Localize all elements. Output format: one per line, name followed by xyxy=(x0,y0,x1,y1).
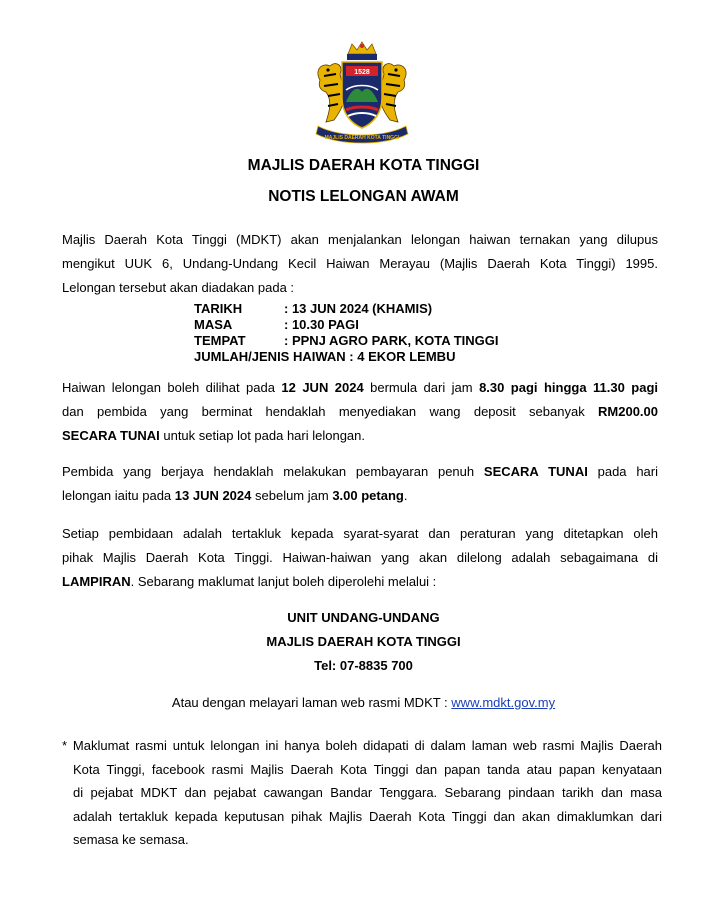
footnote-line-1: * Maklumat rasmi untuk lelongan ini hanya boleh didapati di dalam laman web rasmi Majlis Daerah xyxy=(62,738,662,753)
website-link[interactable]: www.mdkt.gov.my xyxy=(451,695,556,710)
place-value: : PPNJ AGRO PARK, KOTA TINGGI xyxy=(284,333,499,348)
contact-org: MAJLIS DAERAH KOTA TINGGI xyxy=(266,634,461,649)
website-line xyxy=(0,692,727,714)
payment-line-2: lelongan iaitu pada 13 JUN 2024 sebelum jam 3.00 petang. xyxy=(62,488,408,503)
time-label: MASA xyxy=(194,317,233,332)
terms-line-2: pihak Majlis Daerah Kota Tinggi. Haiwan-haiwan yang akan dilelong adalah sebagaimana di xyxy=(62,550,658,565)
intro-line-2: mengikut UUK 6, Undang-Undang Kecil Haiwan Merayau (Majlis Daerah Kota Tinggi) 1995. xyxy=(62,256,658,271)
viewing-line-1: Haiwan lelongan boleh dilihat pada 12 JUN 2024 bermula dari jam 8.30 pagi hingga 11.30 pagi xyxy=(62,380,658,395)
footnote-line-4: adalah tertakluk kepada keputusan pihak Majlis Daerah Kota Tinggi dan akan dimaklumkan dari xyxy=(73,808,662,824)
viewing-line-2: dan pembida yang berminat hendaklah menyediakan wang deposit sebanyak RM200.00 xyxy=(62,404,658,419)
time-value: : 10.30 PAGI xyxy=(284,317,359,332)
date-label: TARIKH xyxy=(194,301,243,316)
organization-title: MAJLIS DAERAH KOTA TINGGI xyxy=(247,157,480,174)
intro-line-1: Majlis Daerah Kota Tinggi (MDKT) akan menjalankan lelongan haiwan ternakan yang dilupus xyxy=(62,232,658,247)
crest-year: 1528 xyxy=(354,69,370,76)
crest-ring-text: MAJLIS DAERAH KOTA TINGGI xyxy=(324,135,400,141)
viewing-paragraph xyxy=(62,376,658,448)
payment-line-1: Pembida yang berjaya hendaklah melakukan pembayaran penuh SECARA TUNAI pada hari xyxy=(62,464,658,479)
notice-title: NOTIS LELONGAN AWAM xyxy=(268,188,459,205)
right-tiger-icon xyxy=(380,64,406,122)
footnote-line-2: Kota Tinggi, facebook rasmi Majlis Daerah Kota Tinggi dan papan tanda atau papan kenyataan xyxy=(73,761,662,777)
intro-line-3: Lelongan tersebut akan diadakan pada : xyxy=(62,280,295,295)
contact-block xyxy=(0,606,727,678)
footnote xyxy=(62,734,662,852)
terms-line-3: LAMPIRAN. Sebarang maklumat lanjut boleh diperolehi melalui : xyxy=(62,574,437,589)
date-value: : 13 JUN 2024 (KHAMIS) xyxy=(284,301,433,316)
viewing-line-3: SECARA TUNAI untuk setiap lot pada hari lelongan. xyxy=(62,428,366,443)
crown-icon xyxy=(347,42,377,60)
intro-paragraph xyxy=(62,228,658,300)
terms-line-1: Setiap pembidaan adalah tertakluk kepada syarat-syarat dan peraturan yang ditetapkan oleh xyxy=(62,526,658,541)
footnote-line-3: di pejabat MDKT dan pejabat cawangan Bandar Tenggara. Sebarang pindaan tarikh dan masa xyxy=(73,785,662,800)
footnote-line-5: semasa ke semasa. xyxy=(73,832,189,847)
shield-icon xyxy=(342,62,382,128)
contact-unit: UNIT UNDANG-UNDANG xyxy=(287,610,440,625)
animals-line: JUMLAH/JENIS HAIWAN : 4 EKOR LEMBU xyxy=(194,349,456,364)
left-tiger-icon xyxy=(318,64,344,122)
payment-paragraph xyxy=(62,460,658,508)
place-label: TEMPAT xyxy=(194,333,246,348)
terms-paragraph xyxy=(62,522,658,594)
website-prefix: Atau dengan melayari laman web rasmi MDKT : xyxy=(171,695,452,710)
contact-tel: Tel: 07-8835 700 xyxy=(314,658,413,673)
crest-logo xyxy=(300,40,424,148)
